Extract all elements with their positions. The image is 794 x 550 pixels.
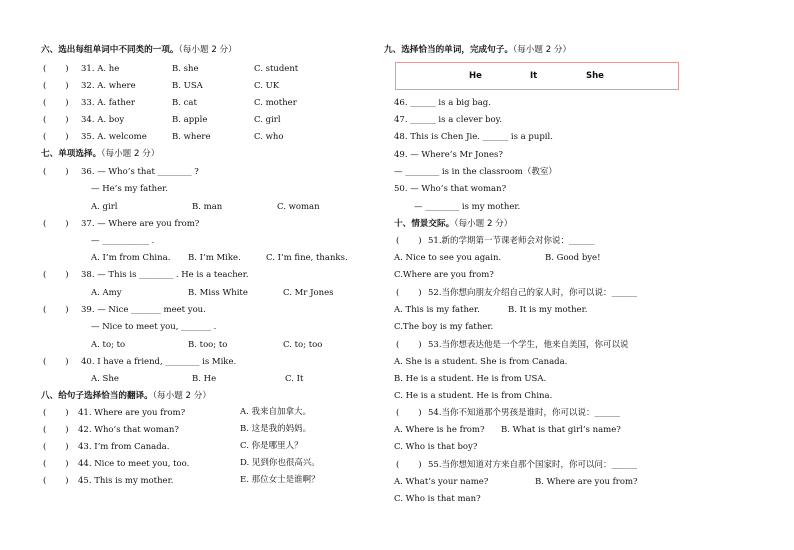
fill-sentence-46[interactable]: 46. ______ is a big bag. xyxy=(394,98,491,108)
question-text: 38. — This is ________ . He is a teacher. xyxy=(81,270,249,280)
word-bank-word: It xyxy=(530,71,538,81)
section-10-heading xyxy=(394,220,512,229)
section-9-title: 九、选择恰当的单词，完成句子。 xyxy=(384,45,513,55)
section-8-heading xyxy=(41,392,211,401)
question-text: 55.当你想知道对方来自那个国家时，你可以问：______ xyxy=(428,460,638,470)
section-9-note: （每小题 2 分） xyxy=(512,45,572,55)
option-c: C. student xyxy=(254,64,299,74)
section-7-note: （每小题 2 分） xyxy=(101,149,160,159)
option-a: A. She is a student. She is from Canada. xyxy=(394,357,568,367)
answer-blank[interactable]: ( ) xyxy=(43,476,69,486)
option-a: A. I’m from China. xyxy=(91,253,171,263)
option-b: B. she xyxy=(172,64,199,74)
answer-blank[interactable]: ( ) xyxy=(43,442,69,452)
answer-blank[interactable]: ( ) xyxy=(43,81,69,91)
chinese-translation: C. 你是哪里人？ xyxy=(240,441,303,451)
option-b: B. Good bye! xyxy=(545,253,601,263)
option-a: A. to; to xyxy=(91,340,126,350)
option-c: C. girl xyxy=(254,115,281,125)
answer-blank[interactable]: ( ) xyxy=(43,132,69,142)
option-c: C. Who is that boy? xyxy=(394,442,478,452)
answer-blank[interactable]: ( ) xyxy=(43,167,69,177)
question-text: 53.当你想表达他是一个学生，他来自美国，你可以说 xyxy=(428,340,629,350)
option-c: C. UK xyxy=(254,81,280,91)
question-text: 54.当你不知道那个男孩是谁时，你可以说：______ xyxy=(428,408,621,418)
option-b: B. He xyxy=(192,374,217,384)
dialogue-reply: — ___________ . xyxy=(91,236,155,246)
answer-blank[interactable]: ( ) xyxy=(43,305,69,315)
word-bank-word: She xyxy=(586,71,604,81)
chinese-translation: B. 这是我的妈妈。 xyxy=(240,424,312,434)
section-6-title: 六、选出每组单词中不同类的一项。 xyxy=(41,45,179,55)
option-a: A. Amy xyxy=(91,288,122,298)
fill-sentence-47[interactable]: 47. ______ is a clever boy. xyxy=(394,115,503,125)
option-a: 34. A. boy xyxy=(81,115,125,125)
english-sentence: 45. This is my mother. xyxy=(78,476,174,486)
answer-blank[interactable]: ( ) xyxy=(396,460,422,470)
option-b: B. What is that girl’s name? xyxy=(501,425,621,435)
option-a: A. This is my father. xyxy=(394,305,480,315)
option-b: B. I’m Mike. xyxy=(188,253,241,263)
fill-sentence-49: 49. — Where’s Mr Jones? xyxy=(394,150,503,160)
word-bank-box xyxy=(395,62,679,90)
chinese-translation: E. 那位女士是谁啊？ xyxy=(240,475,320,485)
option-b: B. It is my mother. xyxy=(508,305,588,315)
option-c: C. He is a student. He is from China. xyxy=(394,391,553,401)
chinese-translation: A. 我来自加拿大。 xyxy=(240,407,312,417)
option-a: 35. A. welcome xyxy=(81,132,147,142)
option-c: C. Who is that man? xyxy=(394,494,481,504)
option-a: A. What’s your name? xyxy=(394,477,489,487)
option-c: C. It xyxy=(285,374,304,384)
section-9-heading xyxy=(384,46,571,55)
option-b: B. where xyxy=(172,132,211,142)
question-text: 52.当你想向朋友介绍自己的家人时，你可以说：______ xyxy=(428,288,638,298)
answer-blank[interactable]: ( ) xyxy=(43,357,69,367)
english-sentence: 41. Where are you from? xyxy=(78,408,186,418)
section-8-note: （每小题 2 分） xyxy=(152,391,211,401)
option-b: B. He is a student. He is from USA. xyxy=(394,374,547,384)
question-text: 37. — Where are you from? xyxy=(81,219,200,229)
option-c: C.The boy is my father. xyxy=(394,322,494,332)
answer-blank[interactable]: ( ) xyxy=(43,64,69,74)
word-bank-word: He xyxy=(469,71,482,81)
answer-blank[interactable]: ( ) xyxy=(43,115,69,125)
question-text: 36. — Who’s that ________ ? xyxy=(81,167,199,177)
option-c: C. I’m fine, thanks. xyxy=(266,253,348,263)
option-a: 32. A. where xyxy=(81,81,136,91)
section-8-title: 八、给句子选择恰当的翻译。 xyxy=(41,391,153,401)
answer-blank[interactable]: ( ) xyxy=(396,236,422,246)
option-c: C. woman xyxy=(277,202,320,212)
answer-blank[interactable]: ( ) xyxy=(43,270,69,280)
option-b: B. Miss White xyxy=(188,288,248,298)
question-text: 51.新的学期第一节课老师会对你说：______ xyxy=(428,236,595,246)
answer-blank[interactable]: ( ) xyxy=(43,408,69,418)
option-c: C. Mr Jones xyxy=(283,288,334,298)
fill-sentence-50: 50. — Who’s that woman? xyxy=(394,184,507,194)
option-c: C. to; too xyxy=(283,340,323,350)
fill-sentence-48[interactable]: 48. This is Chen Jie. ______ is a pupil. xyxy=(394,132,553,142)
section-6-heading xyxy=(41,46,237,55)
section-7-title: 七、单项选择。 xyxy=(41,149,102,159)
fill-sentence-50-reply[interactable]: — ________ is my mother. xyxy=(414,202,521,212)
dialogue-reply: — Nice to meet you, _______ . xyxy=(91,322,217,332)
english-sentence: 42. Who’s that woman? xyxy=(78,425,179,435)
option-b: B. USA xyxy=(172,81,203,91)
section-6-note: （每小题 2 分） xyxy=(178,45,237,55)
chinese-translation: D. 见到你也很高兴。 xyxy=(240,458,320,468)
answer-blank[interactable]: ( ) xyxy=(43,219,69,229)
english-sentence: 44. Nice to meet you, too. xyxy=(78,459,190,469)
option-b: B. apple xyxy=(172,115,208,125)
option-a: A. Nice to see you again. xyxy=(394,253,502,263)
option-b: B. cat xyxy=(172,98,197,108)
answer-blank[interactable]: ( ) xyxy=(396,408,422,418)
english-sentence: 43. I’m from Canada. xyxy=(78,442,170,452)
option-b: B. man xyxy=(192,202,223,212)
answer-blank[interactable]: ( ) xyxy=(43,459,69,469)
option-a: 33. A. father xyxy=(81,98,135,108)
section-10-note: （每小题 2 分） xyxy=(454,219,513,229)
answer-blank[interactable]: ( ) xyxy=(43,98,69,108)
question-text: 40. I have a friend, ________ is Mike. xyxy=(81,357,237,367)
option-b: B. Where are you from? xyxy=(535,477,638,487)
answer-blank[interactable]: ( ) xyxy=(396,340,422,350)
answer-blank[interactable]: ( ) xyxy=(43,425,69,435)
question-text: 39. — Nice _______ meet you. xyxy=(81,305,206,315)
section-7-heading xyxy=(41,150,159,159)
option-c: C. mother xyxy=(254,98,297,108)
answer-blank[interactable]: ( ) xyxy=(396,288,422,298)
dialogue-reply: — He’s my father. xyxy=(91,184,168,194)
option-a: 31. A. he xyxy=(81,64,120,74)
option-c: C.Where are you from? xyxy=(394,270,494,280)
option-a: A. She xyxy=(91,374,119,384)
option-a: A. girl xyxy=(91,202,118,212)
section-10-title: 十、情景交际。 xyxy=(394,219,455,229)
option-a: A. Where is he from? xyxy=(394,425,485,435)
fill-sentence-49-reply[interactable]: — ________ is in the classroom（教室） xyxy=(394,167,557,177)
option-c: C. who xyxy=(254,132,284,142)
option-b: B. too; to xyxy=(188,340,228,350)
